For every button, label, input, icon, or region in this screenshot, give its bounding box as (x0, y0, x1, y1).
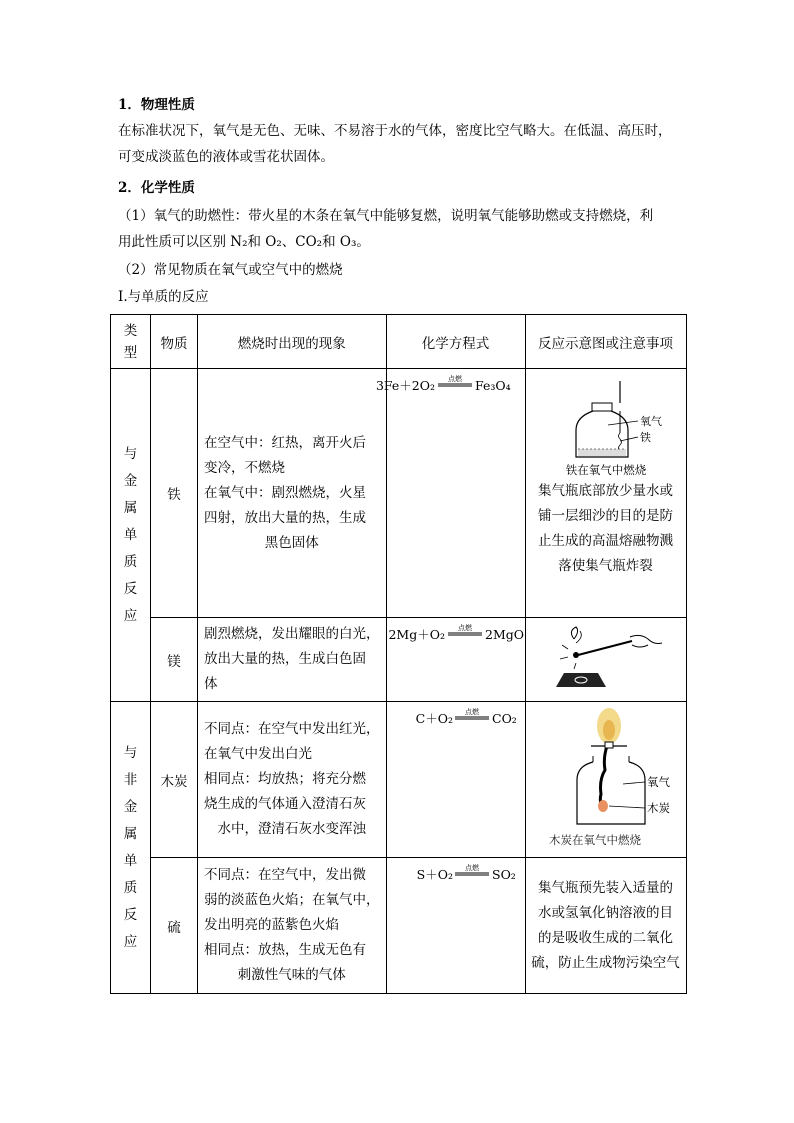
section1-text-line1: 在标准状况下，氧气是无色、无味、不易溶于水的气体，密度比空气略大。在低温、高压时， (118, 123, 672, 139)
svg-text:CO₂: CO₂ (491, 711, 517, 726)
section1-text-line2: 可变成淡蓝色的液体或雪花状固体。 (118, 149, 334, 165)
combustion-table (110, 314, 687, 994)
iron-safety-note: 集气瓶底部放少量水或 铺一层细沙的目的是防 止生成的高温熔融物溅 落使集气瓶炸裂 (538, 483, 673, 574)
table-row-charcoal (111, 702, 687, 858)
substance-magnesium: 镁 (151, 618, 198, 702)
svg-text:2Mg＋O₂: 2Mg＋O₂ (387, 627, 445, 642)
phenomenon-magnesium: 剧烈燃烧，发出耀眼的白光， 放出大量的热，生成白色固 体 (198, 618, 387, 702)
svg-text:木炭: 木炭 (646, 801, 670, 815)
svg-text:Fe₃O₄: Fe₃O₄ (474, 378, 511, 393)
group-nonmetal-label: 与 非 金 属 单 质 反 应 (111, 702, 151, 994)
table-row-sulfur (111, 858, 687, 994)
header-phenomenon: 燃烧时出现的现象 (198, 315, 387, 369)
svg-text:SO₂: SO₂ (491, 867, 516, 882)
svg-text:C＋O₂: C＋O₂ (415, 711, 453, 726)
svg-text:铁在氧气中燃烧: 铁在氧气中燃烧 (565, 463, 646, 477)
section1-heading: 1．物理性质 (118, 97, 195, 113)
svg-text:木炭在氧气中燃烧: 木炭在氧气中燃烧 (548, 833, 641, 847)
equation-iron (375, 369, 525, 618)
notes-magnesium (525, 618, 686, 702)
magnesium-burning-diagram (546, 625, 666, 695)
phenomenon-sulfur: 不同点：在空气中，发出微 弱的淡蓝色火焰；在氧气中， 发出明亮的蓝紫色火焰 相同点：放热，生成无色有 刺激性气味的气体 (198, 858, 387, 994)
svg-text:S＋O₂: S＋O₂ (416, 867, 453, 882)
header-substance: 物质 (151, 315, 198, 369)
section2-item2: （2）常见物质在氧气或空气中的燃烧 (118, 262, 343, 278)
section2-heading: 2．化学性质 (118, 180, 195, 196)
notes-iron (525, 369, 686, 618)
svg-text:点燃: 点燃 (464, 864, 479, 872)
equation-iron-formula (375, 373, 521, 399)
equation-sulfur-formula (391, 862, 521, 888)
svg-text:点燃: 点燃 (457, 624, 472, 632)
phenomenon-charcoal: 不同点：在空气中发出红光， 在氧气中发出白光 相同点：均放热；将充分燃 烧生成的气体通入澄清石灰 水中，澄清石灰水变浑浊 (198, 702, 387, 858)
equation-charcoal (386, 702, 525, 858)
section2-item1-line2: 用此性质可以区别 N₂和 O₂、CO₂和 O₃。 (118, 234, 370, 250)
equation-magnesium-formula (387, 622, 524, 648)
substance-sulfur: 硫 (151, 858, 198, 994)
header-equation: 化学方程式 (386, 315, 525, 369)
charcoal-burning-diagram (527, 704, 685, 854)
table-row-iron (111, 369, 687, 618)
svg-text:2MgO: 2MgO (484, 627, 524, 642)
svg-text:氧气: 氧气 (646, 775, 670, 789)
table-header-row (111, 315, 687, 369)
svg-text:3Fe＋2O₂: 3Fe＋2O₂ (375, 378, 435, 393)
section2-item1-line1: （1）氧气的助燃性：带火星的木条在氧气中能够复燃，说明氧气能够助燃或支持燃烧，利 (118, 208, 654, 224)
phenomenon-iron: 在空气中：红热，离开火后 变冷，不燃烧 在氧气中：剧烈燃烧，火星 四射，放出大量的热，生成 黑色固体 (198, 369, 387, 618)
substance-charcoal: 木炭 (151, 702, 198, 858)
svg-text:点燃: 点燃 (464, 708, 479, 716)
svg-text:点燃: 点燃 (447, 375, 462, 383)
section2-subheading: Ⅰ.与单质的反应 (118, 289, 209, 305)
equation-sulfur (386, 858, 525, 994)
equation-magnesium (386, 618, 525, 702)
substance-iron: 铁 (151, 369, 198, 618)
equation-charcoal-formula (391, 706, 521, 732)
header-notes: 反应示意图或注意事项 (525, 315, 686, 369)
svg-text:铁: 铁 (639, 431, 651, 444)
iron-burning-diagram (536, 375, 676, 479)
group-metal-label: 与 金 属 单 质 反 应 (111, 369, 151, 702)
notes-sulfur: 集气瓶预先装入适量的 水或氢氧化钠溶液的目 的是吸收生成的二氧化 硫，防止生成物污染空气 (525, 858, 686, 994)
table-row-magnesium (111, 618, 687, 702)
header-type: 类 型 (111, 315, 151, 369)
svg-text:氧气: 氧气 (639, 415, 662, 428)
notes-charcoal (525, 702, 686, 858)
